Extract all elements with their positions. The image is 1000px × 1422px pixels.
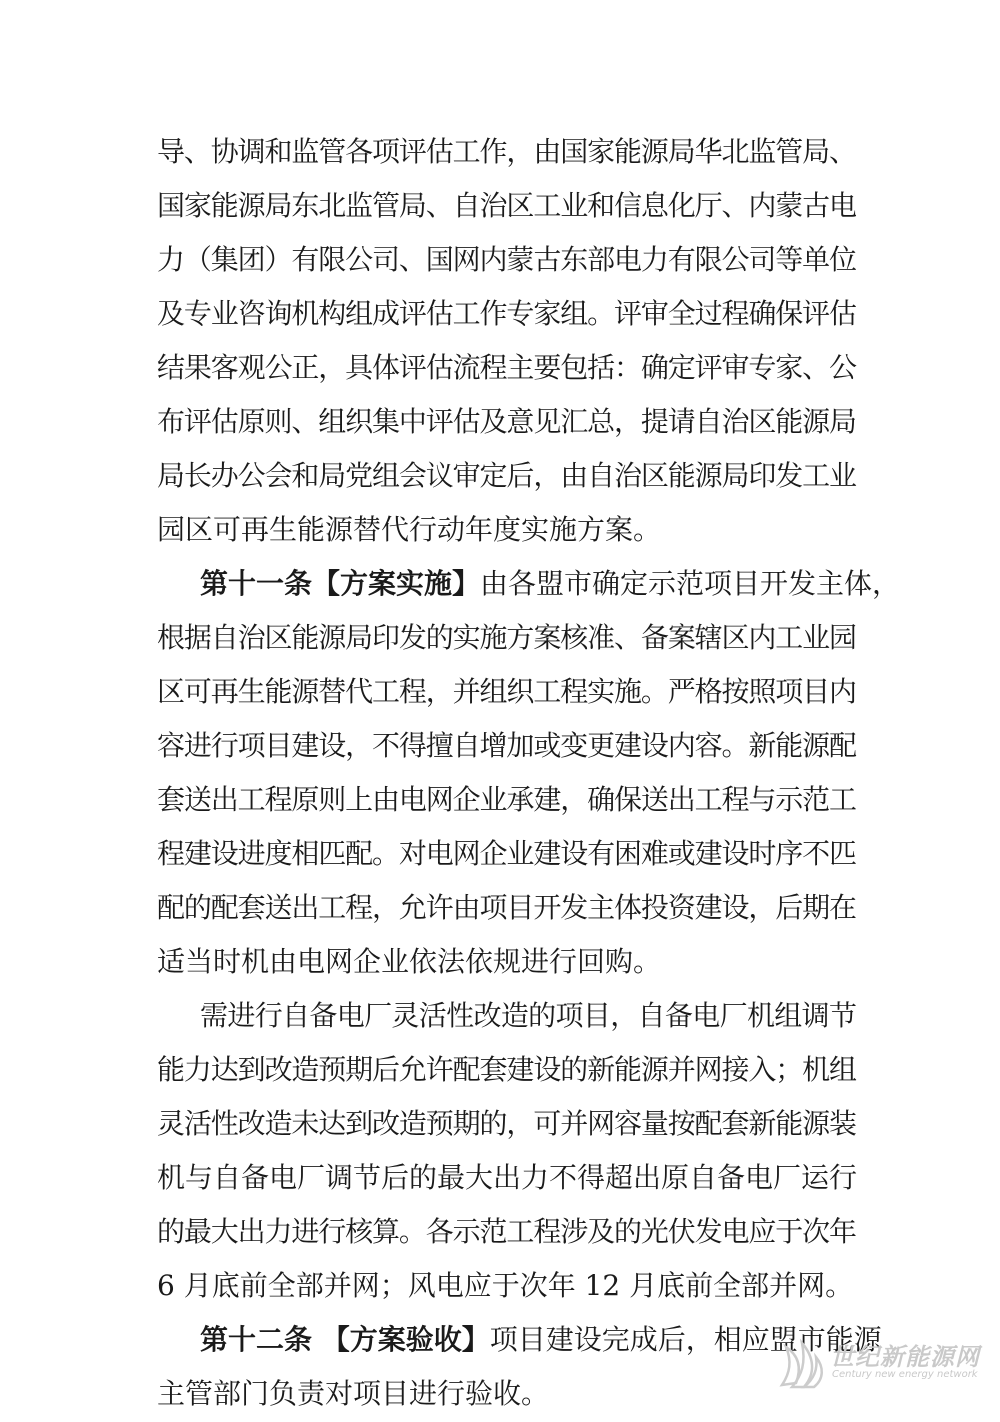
text-line-19 <box>157 1096 857 1152</box>
text-line-21 <box>157 1204 857 1260</box>
line-text: 容进行项目建设，不得擅自增加或变更建设内容。新能源配 <box>157 729 856 762</box>
line-text: 导、协调和监管各项评估工作，由国家能源局华北监管局、 <box>157 135 856 168</box>
line-text: 由各盟市确定示范项目开发主体， <box>480 567 901 600</box>
text-line-16 <box>157 934 857 990</box>
text-line-4 <box>157 286 857 342</box>
watermark-title: 世纪新能源网 <box>830 1343 980 1371</box>
text-line-2 <box>157 178 857 234</box>
line-text: 及专业咨询机构组成评估工作专家组。评审全过程确保评估 <box>157 297 856 330</box>
line-text: 适当时机由电网企业依法依规进行回购。 <box>157 945 662 978</box>
text-line-24 <box>157 1366 857 1422</box>
article-11-heading-line <box>200 556 901 612</box>
line-text: 结果客观公正，具体评估流程主要包括：确定评审专家、公 <box>157 351 856 384</box>
article-12-heading: 第十二条 【方案验收】 <box>200 1323 490 1356</box>
line-text: 程建设进度相匹配。对电网企业建设有困难或建设时序不匹 <box>157 837 856 870</box>
text-line-22 <box>157 1258 857 1314</box>
flame-logo-icon <box>772 1333 830 1391</box>
line-text: 主管部门负责对项目进行验收。 <box>157 1377 550 1410</box>
text-line-3 <box>157 232 857 288</box>
text-line-5 <box>157 340 857 396</box>
line-text: 的最大出力进行核算。各示范工程涉及的光伏发电应于次年 <box>157 1215 856 1248</box>
line-text: 项目建设完成后，相应盟市能源 <box>489 1323 882 1356</box>
watermark-subtitle: Century new energy network <box>832 1369 978 1380</box>
line-text: 灵活性改造未达到改造预期的，可并网容量按配套新能源装 <box>157 1107 856 1140</box>
text-line-15 <box>157 880 857 936</box>
article-12-heading-line <box>200 1312 882 1368</box>
text-line-7 <box>157 448 857 504</box>
line-text: 机与自备电厂调节后的最大出力不得超出原自备电厂运行 <box>157 1161 857 1194</box>
article-11-heading: 第十一条【方案实施】 <box>200 567 481 600</box>
line-text: 国家能源局东北监管局、自治区工业和信息化厅、内蒙古电 <box>157 189 856 222</box>
text-line-8 <box>157 502 857 558</box>
text-line-11 <box>157 664 857 720</box>
line-text: 配的配套送出工程，允许由项目开发主体投资建设，后期在 <box>157 891 856 924</box>
text-line-20 <box>157 1150 857 1206</box>
line-text: 套送出工程原则上由电网企业承建，确保送出工程与示范工 <box>157 783 856 816</box>
text-line-1 <box>157 124 857 180</box>
text-line-14 <box>157 826 857 882</box>
line-text: 需进行自备电厂灵活性改造的项目，自备电厂机组调节 <box>200 999 857 1032</box>
text-line-10 <box>157 610 857 666</box>
watermark <box>772 1333 982 1391</box>
line-text: 园区可再生能源替代行动年度实施方案。 <box>157 513 662 546</box>
text-line-18 <box>157 1042 857 1098</box>
line-text: 布评估原则、组织集中评估及意见汇总，提请自治区能源局 <box>157 405 856 438</box>
text-line-12 <box>157 718 857 774</box>
line-text: 根据自治区能源局印发的实施方案核准、备案辖区内工业园 <box>157 621 856 654</box>
text-line-13 <box>157 772 857 828</box>
text-line-17 <box>200 988 857 1044</box>
line-text: 6 月底前全部并网；风电应于次年 12 月底前全部并网。 <box>157 1269 854 1302</box>
text-line-6 <box>157 394 857 450</box>
line-text: 区可再生能源替代工程，并组织工程实施。严格按照项目内 <box>157 675 856 708</box>
line-text: 局长办公会和局党组会议审定后，由自治区能源局印发工业 <box>157 459 856 492</box>
line-text: 能力达到改造预期后允许配套建设的新能源并网接入；机组 <box>157 1053 856 1086</box>
line-text: 力（集团）有限公司、国网内蒙古东部电力有限公司等单位 <box>157 243 856 276</box>
